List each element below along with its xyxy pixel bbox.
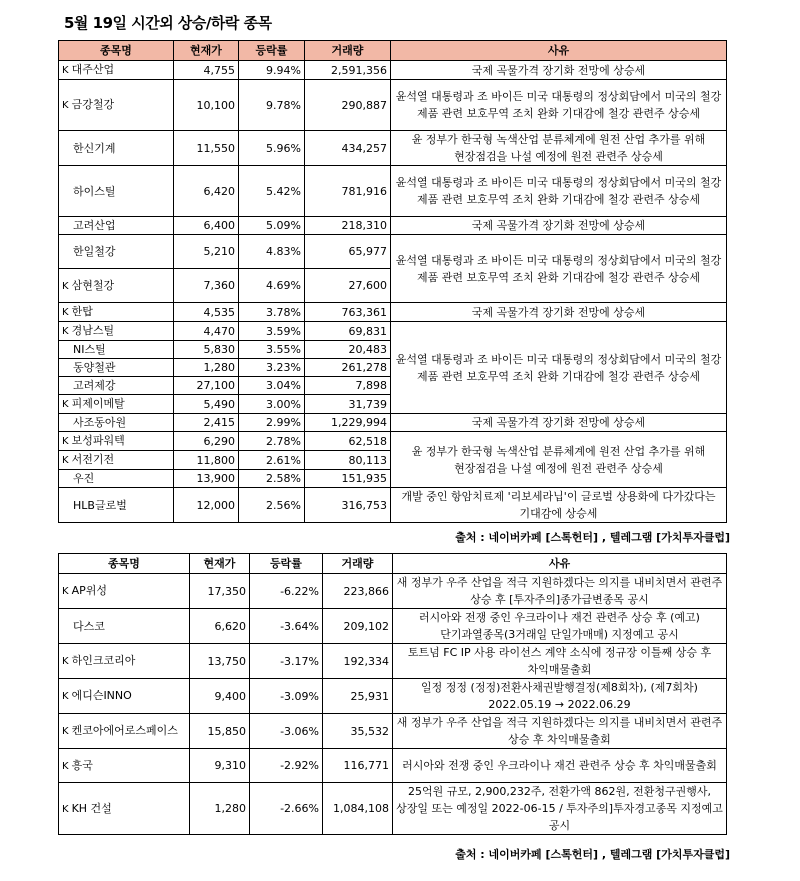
stock-volume: 7,898: [305, 377, 391, 395]
reason-cell: 윤석열 대통령과 조 바이든 미국 대통령의 정상회담에서 미국의 철강 제품 관련 보호무역 조치 완화 기대감에 철강 관련주 상승세: [391, 235, 727, 303]
stock-change: 3.23%: [239, 359, 305, 377]
stock-price: 4,755: [174, 61, 239, 80]
stock-price: 13,900: [174, 470, 239, 488]
reason-cell: 25억원 규모, 2,900,232주, 전환가액 862원, 전환청구권행사, 상장일 또는 예정일 2022-06-15 / 투자주의]투자경고종목 지정예고 공시: [393, 783, 727, 835]
col-header-name: 종목명: [59, 41, 174, 61]
table-row: [59, 679, 727, 714]
page-title: 5월 19일 시간외 상승/하락 종목: [64, 14, 272, 32]
stock-name: 동양철관: [73, 361, 116, 374]
stock-name-cell: [59, 609, 190, 644]
stock-change: 2.61%: [239, 451, 305, 470]
stock-name-cell: [59, 488, 174, 523]
stock-price: 10,100: [174, 80, 239, 131]
table-row: [59, 322, 727, 341]
stock-name-cell: [59, 470, 174, 488]
table-row: [59, 644, 727, 679]
stock-change: 2.99%: [239, 414, 305, 432]
market-flag: K: [62, 65, 69, 76]
stock-name: 삼현철강: [71, 278, 115, 292]
stock-name-cell: [59, 269, 174, 303]
stock-name-cell: [59, 61, 174, 80]
stock-name: 하이스틸: [73, 184, 116, 198]
market-flag: K: [62, 280, 69, 292]
col-header-name: 종목명: [59, 554, 190, 574]
stock-name-cell: [59, 574, 190, 609]
table-row: [59, 714, 727, 749]
stock-volume: 151,935: [305, 470, 391, 488]
stock-name-cell: [59, 341, 174, 359]
stock-price: 9,400: [190, 679, 250, 714]
stock-price: 1,280: [174, 359, 239, 377]
stock-volume: 316,753: [305, 488, 391, 523]
stock-volume: 1,084,108: [323, 783, 393, 835]
stock-volume: 62,518: [305, 432, 391, 451]
col-header-price: 현재가: [174, 41, 239, 61]
stock-volume: 763,361: [305, 303, 391, 322]
stock-name-cell: [59, 303, 174, 322]
market-flag: K: [62, 586, 69, 597]
stock-change: -2.66%: [250, 783, 323, 835]
reason-cell: 윤석열 대통령과 조 바이든 미국 대통령의 정상회담에서 미국의 철강 제품 관련 보호무역 조치 완화 기대감에 철강 관련주 상승세: [391, 80, 727, 131]
reason-cell: 개발 중인 항암치료제 '리보세라닙'이 글로벌 상용화에 다가갔다는 기대감에 상승세: [391, 488, 727, 523]
stock-price: 4,535: [174, 303, 239, 322]
table-row: [59, 609, 727, 644]
reason-cell: 러시아와 전쟁 중인 우크라이나 재건 관련주 상승 후 차익매물출회: [393, 749, 727, 783]
table-row: [59, 217, 727, 235]
stock-change: 3.04%: [239, 377, 305, 395]
stock-price: 6,400: [174, 217, 239, 235]
stock-name: 서전기전: [71, 453, 115, 466]
stock-name: 다스코: [73, 619, 105, 633]
stock-volume: 27,600: [305, 269, 391, 303]
stock-volume: 781,916: [305, 166, 391, 217]
col-header-change: 등락률: [239, 41, 305, 61]
stock-name: 보성파워텍: [71, 434, 125, 447]
stock-volume: 65,977: [305, 235, 391, 269]
market-flag: K: [62, 691, 69, 702]
table-row: [59, 166, 727, 217]
col-header-reason: 사유: [391, 41, 727, 61]
stock-name: 한탑: [71, 305, 93, 318]
market-flag: K: [62, 726, 69, 737]
table-row: [59, 235, 727, 269]
stock-price: 17,350: [190, 574, 250, 609]
stock-change: -3.64%: [250, 609, 323, 644]
stock-name-cell: [59, 749, 190, 783]
stock-price: 9,310: [190, 749, 250, 783]
stock-name: AP위성: [71, 584, 107, 597]
source-note-top: 출처 : 네이버카페 [스톡헌터] , 텔레그램 [가치투자클럽]: [455, 531, 730, 544]
table-row: [59, 80, 727, 131]
market-flag: K: [62, 100, 69, 111]
stock-name: 대주산업: [71, 63, 115, 76]
market-flag: K: [62, 455, 69, 466]
stock-volume: 192,334: [323, 644, 393, 679]
reason-cell: 토트넘 FC IP 사용 라이선스 계약 소식에 정규장 이틀째 상승 후 차익매물출회: [393, 644, 727, 679]
stock-name: 우진: [73, 472, 95, 485]
stock-name: 고려제강: [73, 379, 116, 392]
stock-change: 5.42%: [239, 166, 305, 217]
stock-volume: 80,113: [305, 451, 391, 470]
stock-price: 27,100: [174, 377, 239, 395]
stock-volume: 223,866: [323, 574, 393, 609]
stock-name: 고려산업: [73, 219, 116, 232]
stock-price: 12,000: [174, 488, 239, 523]
source-note-bottom: 출처 : 네이버카페 [스톡헌터] , 텔레그램 [가치투자클럽]: [455, 848, 730, 861]
stock-name: 금강철강: [71, 98, 115, 111]
stock-volume: 1,229,994: [305, 414, 391, 432]
stock-name-cell: [59, 166, 174, 217]
stock-change: -3.17%: [250, 644, 323, 679]
stock-change: 3.55%: [239, 341, 305, 359]
stock-price: 13,750: [190, 644, 250, 679]
reason-cell: 국제 곡물가격 장기화 전망에 상승세: [391, 217, 727, 235]
stock-name-cell: [59, 395, 174, 414]
market-flag: K: [62, 307, 69, 318]
stock-change: 2.78%: [239, 432, 305, 451]
reason-cell: 새 정부가 우주 산업을 적극 지원하겠다는 의지를 내비치면서 관련주 상승 후 차익매물출회: [393, 714, 727, 749]
reason-cell: 윤 정부가 한국형 녹색산업 분류체계에 원전 산업 추가를 위해 현장점검을 나설 예정에 원전 관련주 상승세: [391, 432, 727, 488]
stock-price: 15,850: [190, 714, 250, 749]
stock-name: 한일철강: [73, 245, 116, 258]
stock-change: -2.92%: [250, 749, 323, 783]
table-row: [59, 303, 727, 322]
stock-change: 9.78%: [239, 80, 305, 131]
stock-name: NI스틸: [73, 343, 106, 356]
table-row: [59, 749, 727, 783]
stock-price: 5,490: [174, 395, 239, 414]
reason-cell: 윤석열 대통령과 조 바이든 미국 대통령의 정상회담에서 미국의 철강 제품 관련 보호무역 조치 완화 기대감에 철강 관련주 상승세: [391, 166, 727, 217]
stock-volume: 434,257: [305, 131, 391, 166]
stock-change: 3.78%: [239, 303, 305, 322]
stock-change: 5.09%: [239, 217, 305, 235]
stock-name-cell: [59, 377, 174, 395]
reason-cell: 국제 곡물가격 장기화 전망에 상승세: [391, 414, 727, 432]
stock-change: -3.09%: [250, 679, 323, 714]
stock-price: 5,830: [174, 341, 239, 359]
stock-volume: 261,278: [305, 359, 391, 377]
reason-cell: 국제 곡물가격 장기화 전망에 상승세: [391, 61, 727, 80]
reason-cell: 윤석열 대통령과 조 바이든 미국 대통령의 정상회담에서 미국의 철강 제품 관련 보호무역 조치 완화 기대감에 철강 관련주 상승세: [391, 322, 727, 414]
stock-name: 하인크코리아: [71, 654, 136, 667]
stock-volume: 290,887: [305, 80, 391, 131]
market-flag: K: [62, 760, 69, 772]
stock-name-cell: [59, 679, 190, 714]
stock-volume: 2,591,356: [305, 61, 391, 80]
col-header-reason: 사유: [393, 554, 727, 574]
stock-name-cell: [59, 217, 174, 235]
stock-price: 5,210: [174, 235, 239, 269]
stock-name-cell: [59, 322, 174, 341]
table-row: [59, 783, 727, 835]
market-flag: K: [62, 399, 69, 410]
reason-cell: 새 정부가 우주 산업을 적극 지원하겠다는 의지를 내비치면서 관련주 상승 후 [투자주의]종가급변종목 공시: [393, 574, 727, 609]
falling-stocks-table: [58, 553, 727, 835]
stock-name-cell: [59, 432, 174, 451]
market-flag: K: [62, 326, 69, 337]
stock-name-cell: [59, 235, 174, 269]
table-row: [59, 414, 727, 432]
stock-name: 경남스틸: [71, 324, 115, 337]
stock-volume: 25,931: [323, 679, 393, 714]
table-row: [59, 488, 727, 523]
stock-price: 1,280: [190, 783, 250, 835]
table-row: [59, 574, 727, 609]
reason-cell: 국제 곡물가격 장기화 전망에 상승세: [391, 303, 727, 322]
stock-change: 4.83%: [239, 235, 305, 269]
col-header-volume: 거래량: [323, 554, 393, 574]
stock-price: 4,470: [174, 322, 239, 341]
stock-name: 한신기계: [73, 141, 116, 155]
table-row: [59, 61, 727, 80]
col-header-price: 현재가: [190, 554, 250, 574]
stock-name: HLB글로벌: [73, 498, 127, 512]
stock-name-cell: [59, 414, 174, 432]
table-header-row: [59, 41, 727, 61]
stock-volume: 20,483: [305, 341, 391, 359]
stock-price: 6,620: [190, 609, 250, 644]
stock-change: 2.56%: [239, 488, 305, 523]
stock-change: 9.94%: [239, 61, 305, 80]
stock-change: 3.59%: [239, 322, 305, 341]
stock-change: -6.22%: [250, 574, 323, 609]
stock-volume: 116,771: [323, 749, 393, 783]
reason-cell: 윤 정부가 한국형 녹색산업 분류체계에 원전 산업 추가를 위해 현장점검을 나설 예정에 원전 관련주 상승세: [391, 131, 727, 166]
stock-volume: 69,831: [305, 322, 391, 341]
market-flag: K: [62, 803, 69, 815]
stock-price: 7,360: [174, 269, 239, 303]
stock-price: 6,420: [174, 166, 239, 217]
rising-stocks-table: [58, 40, 727, 523]
reason-cell: 러시아와 전쟁 중인 우크라이나 재건 관련주 상승 후 (예고)단기과열종목(3거래일 단일가매매) 지정예고 공시: [393, 609, 727, 644]
stock-volume: 209,102: [323, 609, 393, 644]
stock-price: 11,800: [174, 451, 239, 470]
stock-name-cell: [59, 359, 174, 377]
stock-name: 켄코아에어로스페이스: [71, 724, 178, 737]
stock-name-cell: [59, 131, 174, 166]
stock-name-cell: [59, 451, 174, 470]
stock-name: KH 건설: [71, 801, 112, 815]
col-header-change: 등락률: [250, 554, 323, 574]
stock-price: 11,550: [174, 131, 239, 166]
stock-name-cell: [59, 80, 174, 131]
col-header-volume: 거래량: [305, 41, 391, 61]
stock-volume: 31,739: [305, 395, 391, 414]
stock-change: 2.58%: [239, 470, 305, 488]
stock-price: 2,415: [174, 414, 239, 432]
stock-name-cell: [59, 714, 190, 749]
stock-change: -3.06%: [250, 714, 323, 749]
table-row: [59, 131, 727, 166]
stock-name-cell: [59, 644, 190, 679]
table-header-row: [59, 554, 727, 574]
stock-name-cell: [59, 783, 190, 835]
stock-name: 흥국: [71, 758, 93, 772]
market-flag: K: [62, 436, 69, 447]
stock-change: 5.96%: [239, 131, 305, 166]
stock-price: 6,290: [174, 432, 239, 451]
reason-cell: 일정 정정 (정정)전환사채권발행결정(제8회차), (제7회차) 2022.05.19 → 2022.06.29: [393, 679, 727, 714]
table-row: [59, 432, 727, 451]
stock-name: 에디슨INNO: [71, 689, 132, 702]
stock-volume: 35,532: [323, 714, 393, 749]
stock-name: 사조동아원: [73, 416, 127, 429]
market-flag: K: [62, 656, 69, 667]
stock-volume: 218,310: [305, 217, 391, 235]
stock-change: 3.00%: [239, 395, 305, 414]
stock-change: 4.69%: [239, 269, 305, 303]
stock-name: 피제이메탈: [71, 397, 125, 410]
